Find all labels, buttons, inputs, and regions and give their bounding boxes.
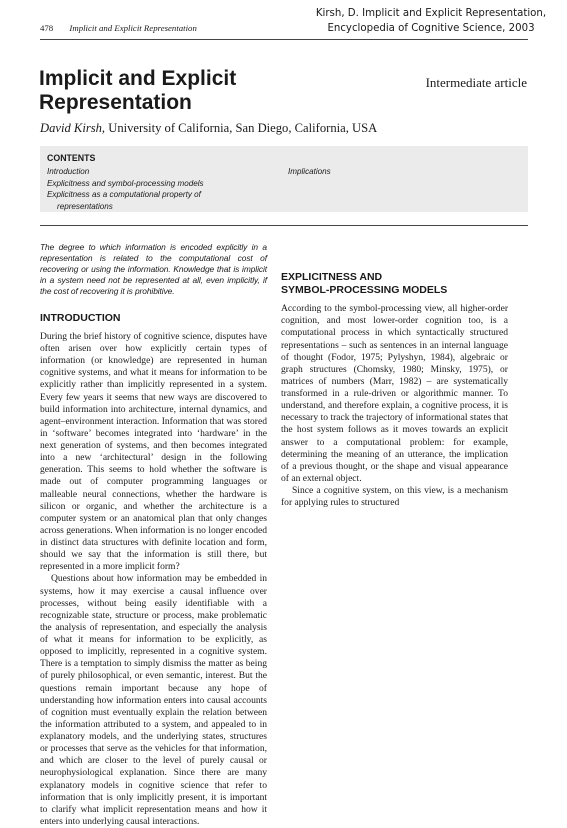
introduction-continued — [281, 242, 508, 254]
citation-note — [300, 6, 562, 36]
running-head — [40, 23, 197, 33]
article-title-line-1: Implicit and Explicit — [39, 67, 237, 90]
introduction-text — [40, 331, 267, 828]
right-column — [281, 242, 508, 509]
section-heading-symbol-processing — [281, 271, 508, 296]
contents-column-right — [288, 166, 518, 178]
contents-item[interactable]: Introduction — [47, 167, 90, 176]
page-number: 478 — [40, 23, 54, 33]
citation-line-2: Encyclopedia of Cognitive Science, 2003 — [327, 23, 535, 34]
article-title — [39, 67, 339, 115]
left-column — [40, 242, 267, 828]
contents-heading: CONTENTS — [47, 153, 96, 163]
paragraph: Questions about how information may be embedded in systems, how it may exercise a causal influence over processes, without being easily identifiable with a recognizable state, structure or process, make problematic the analysis of representation, and especially the analysis of what it means for information to be explicitly, as opposed to implicitly, represented in a cognitive system. There is a temptation to simply dismiss the matter as being of purely philosophical, or even semantic, interest. But the questions remain important because any hope of understanding how information enters into causal accounts of cognition must eventually explain the relation between the information attributed to a system, and appealed to in explanatory models, and the underlying states, structures or processes that serve as the vehicles for that information, and which are closer to the level of purely causal or neurophysiological explanation. Since there are many explanatory models in cognitive science that refer to information that is only implicitly present, it is important to clarify what implicit representation means and how it enters into underlying causal interactions. — [40, 573, 267, 827]
header-divider — [40, 39, 528, 40]
section-heading-line-2: SYMBOL-PROCESSING MODELS — [281, 283, 448, 296]
running-head-title: Implicit and Explicit Representation — [69, 23, 197, 33]
section-heading-line-1: EXPLICITNESS AND — [281, 271, 383, 284]
author-affiliation: University of California, San Diego, California, USA — [105, 121, 378, 135]
article-title-line-2: Representation — [39, 91, 192, 114]
contents-item-continuation[interactable]: representations — [57, 201, 113, 211]
contents-item[interactable]: Explicitness and symbol-processing models — [47, 178, 204, 188]
paragraph-continued — [281, 242, 508, 254]
article-type-label: Intermediate article — [425, 75, 527, 90]
abstract: The degree to which information is encoded explicitly in a representation is related to the computational cost of recovering or using the information. Knowledge that is implicit in a system need not be represented at all, even implicitly, if the cost of recovering it is prohibitive. — [40, 242, 267, 297]
author-line — [40, 121, 377, 136]
contents-item[interactable]: Explicitness as a computational property of — [47, 190, 201, 199]
contents-item[interactable]: Implications — [288, 167, 331, 176]
paragraph: Since a cognitive system, on this view, is a mechanism for applying rules to structured — [281, 485, 508, 509]
symbol-processing-text — [281, 303, 508, 509]
contents-divider — [40, 225, 528, 226]
contents-column-left — [47, 166, 277, 212]
author-name: David Kirsh, — [40, 121, 106, 135]
paragraph: According to the symbol-processing view, all higher-order cognition, and most lower-order cognition too, is a computational process in which syntactically structured representations – such as sentences in an internal language of thought (Fodor, 1975; Pylyshyn, 1984), algebraic or graph structures (Chomsky, 1980; Minsky, 1975), or matrices of numbers (Marr, 1982) – are systematically transformed in a rule-driven or algorithmic manner. To understand, and therefore explain, a cognitive process, it is necessary to track the trajectory of informational states that the host system follows as it moves towards an explicit answer to a computational problem: for example, determining the meaning of an utterance, the implication of a previous thought, or the shape and visual appearance of an external object. — [281, 303, 508, 484]
paragraph: During the brief history of cognitive science, disputes have often arisen over how explicitly certain types of information (or knowledge) are represented in human cognitive systems, and what it means for information to be explicitly rather than implicitly represented in a system. Every few years it seems that new ways are discovered to build information into architecture, internal dynamics, and agent–environment interaction. Information that was stored in ‘software’ becomes integrated into ‘hardware’ in the next generation of systems, and then becomes integrated into a new ‘architectural’ design in the following generation. This seems to hold whether the software is made out of computer programming languages or malleable neural connections, whether the hardware is silicon or organic, and whether the architecture is a computer system or an anatomical plan that only changes across generations. When information is no longer encoded in distinct data structures with definite location and form, should we say that the information is still there, but represented in a more implicit form? — [40, 330, 267, 573]
contents-box — [40, 146, 528, 212]
citation-line-1: Kirsh, D. Implicit and Explicit Representation, — [315, 8, 547, 19]
section-heading-introduction: INTRODUCTION — [40, 312, 121, 325]
